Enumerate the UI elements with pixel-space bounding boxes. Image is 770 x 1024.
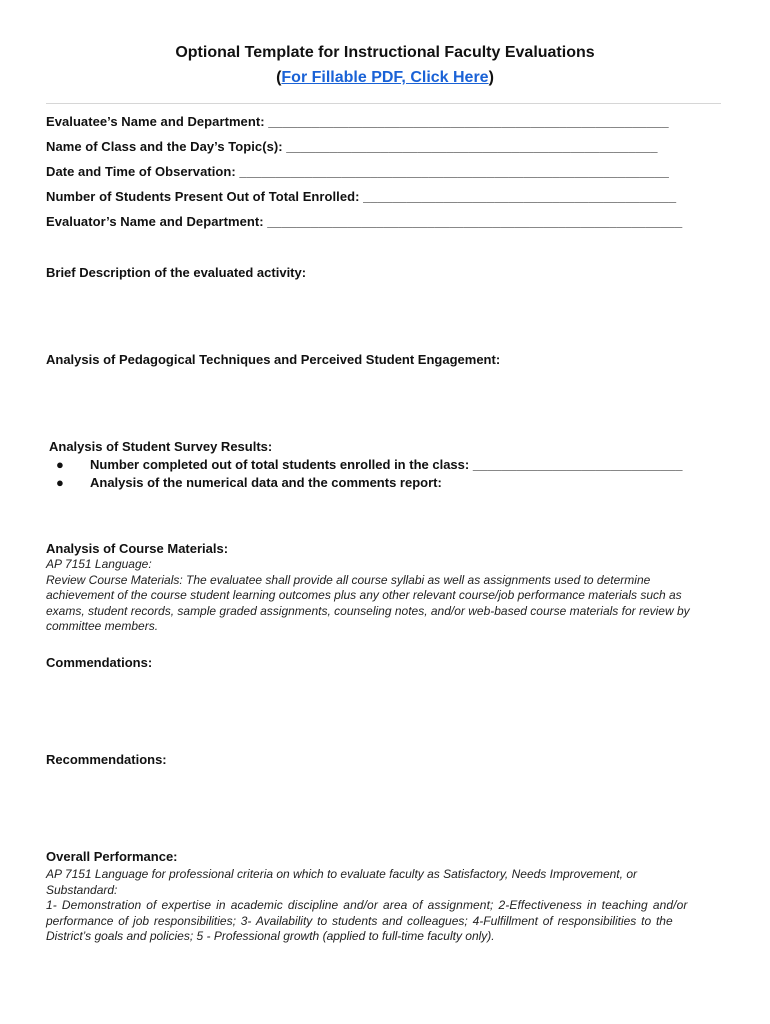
overall-performance-text: [46, 867, 726, 945]
overall-line: 1- Demonstration of expertise in academic discipline and/or area of assignment; 2-Effectiveness in teaching and/or: [46, 898, 688, 912]
recommendations-heading: Recommendations:: [46, 752, 167, 767]
course-materials-line: AP 7151 Language:: [46, 557, 152, 571]
survey-bullet-item: [56, 475, 442, 490]
survey-analysis-label: Analysis of the numerical data and the comments report:: [90, 475, 442, 490]
course-materials-line: achievement of the course student learning outcomes plus any other relevant course/job performance materials such as: [46, 588, 682, 602]
commendations-heading: Commendations:: [46, 655, 153, 670]
fillable-pdf-link[interactable]: For Fillable PDF, Click Here: [281, 69, 489, 86]
evaluatee-name-field[interactable]: Evaluatee’s Name and Department: _______________________________________________________: [46, 114, 669, 129]
observation-datetime-field[interactable]: Date and Time of Observation: ___________________________________________________________: [46, 164, 669, 179]
bullet-icon: ●: [56, 457, 64, 472]
survey-bullet-item: [56, 457, 683, 472]
students-present-field[interactable]: Number of Students Present Out of Total Enrolled: ___________________________________________: [46, 189, 677, 204]
bullet-icon: ●: [56, 475, 64, 490]
class-topic-field[interactable]: Name of Class and the Day’s Topic(s): ___________________________________________________: [46, 139, 658, 154]
overall-line: Substandard:: [46, 882, 118, 897]
page-title: Optional Template for Instructional Faculty Evaluations: [175, 44, 595, 61]
overall-line: performance of job responsibilities; 3- Availability to students and colleagues; 4-Fulfillment of responsibilities to the: [46, 913, 673, 928]
brief-description-heading: Brief Description of the evaluated activity:: [46, 265, 307, 280]
overall-line: AP 7151 Language for professional criteria on which to evaluate faculty as Satisfactory, Needs Improvement, or: [46, 867, 637, 881]
horizontal-divider: [46, 103, 721, 104]
fillable-pdf-line: [0, 69, 770, 87]
evaluator-name-field[interactable]: Evaluator’s Name and Department: _________________________________________________________: [46, 214, 683, 229]
course-materials-text: [46, 557, 726, 635]
course-materials-heading: Analysis of Course Materials:: [46, 541, 229, 556]
link-open-paren: (: [276, 69, 282, 86]
survey-results-heading: Analysis of Student Survey Results:: [49, 439, 273, 454]
overall-line: District’s goals and policies; 5 - Professional growth (applied to full-time faculty only).: [46, 929, 495, 943]
pedagogical-analysis-heading: Analysis of Pedagogical Techniques and Perceived Student Engagement:: [46, 352, 501, 367]
course-materials-line: exams, student records, sample graded assignments, counseling notes, and/or web-based course materials for review by: [46, 603, 690, 618]
course-materials-line: Review Course Materials: The evaluatee shall provide all course syllabi as well as assignments used to determine: [46, 572, 651, 587]
link-close-paren: ): [488, 69, 494, 86]
overall-performance-heading: Overall Performance:: [46, 849, 178, 864]
survey-count-field[interactable]: Number completed out of total students enrolled in the class: _____________________________: [90, 457, 683, 472]
course-materials-line: committee members.: [46, 619, 159, 633]
